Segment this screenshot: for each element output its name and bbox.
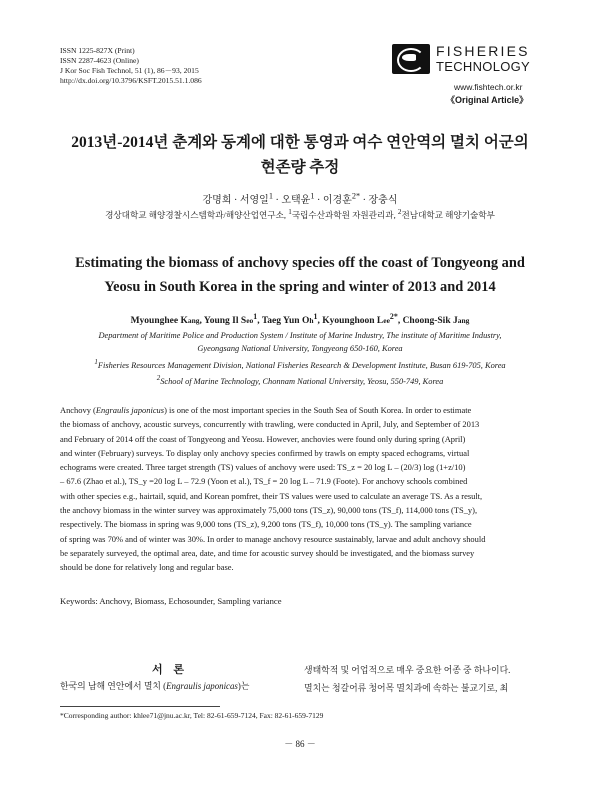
intro-right-column: 생태학적 및 어업적으로 매우 중요한 어종 중 하나이다. 멸치는 청갈어류 청어목 멸치과에 속하는 불교기로, 최 xyxy=(304,665,511,693)
keywords: Keywords: Anchovy, Biomass, Echosounder, Sampling variance xyxy=(60,596,282,606)
corresponding-author-footnote: *Corresponding author: khlee71@jnu.ac.kr, Tel: 82-61-659-7124, Fax: 82-61-659-7129 xyxy=(60,711,324,720)
journal-meta xyxy=(60,46,202,86)
korean-authors: 강명희 · 서영일$^1$ · 오택윤$^1$ · 이경훈$^{2*}$ · 장충식 xyxy=(202,191,398,206)
korean-title-line1: 2013년-2014년 춘계와 동계에 대한 통영과 여수 연안역의 멸치 어군의 xyxy=(71,134,529,151)
korean-author: 서영일 xyxy=(239,195,269,206)
english-title-line1: Estimating the biomass of anchovy species off the coast of Tongyeong and xyxy=(75,255,525,271)
korean-author: 이경훈 xyxy=(322,195,352,206)
footnote-divider xyxy=(60,706,220,707)
korean-affiliations: 경상대학교 해양경찰시스템학과/해양산업연구소, $^1$국립수산과학원 자원관리과, $^2$전남대학교 해양기술학부 xyxy=(105,208,495,220)
korean-title-line2: 현존량 추정 xyxy=(260,159,340,176)
journal-citation: J Kor Soc Fish Technol, 51 (1), 86－93, 2015 xyxy=(60,66,199,75)
intro-left-column: 한국의 남해 연안에서 멸치 (Engraulis japonicas)는 xyxy=(60,681,250,691)
section-heading-intro: 서 론 xyxy=(151,664,188,676)
journal-url[interactable]: www.fishtech.or.kr xyxy=(454,82,523,92)
logo-line2: TECHNOLOGY xyxy=(436,59,531,74)
logo-line1: FISHERIES xyxy=(436,43,530,59)
korean-author: 오택윤 xyxy=(281,195,311,206)
english-title xyxy=(40,251,560,299)
page-number: － 86 － xyxy=(284,739,316,749)
korean-author: 강명희 xyxy=(202,195,232,206)
abstract: Anchovy (Engraulis japonicus) is one of the most important species in the South Sea of South Korea. In order to estimate the biomass of anchovy, acoustic surveys, concurrently with trawling, were conducted in April, July, and September of 2013 and February of 2014 off the coast of Tongyeong and Yeosu. However, anchovies were found only during spring (April) and winter (February) surveys. To display only anchovy species confirmed by trawls on empty spaced echograms, virtual echograms were created. Three target strength (TS) values of anchovy were used: TS_z = 20 log L – (20/3) log (1+z/10) – 67.6 (Zhao et al.), TS_y =20 log L – 72.9 (Yoon et al.), TS_f = 20 log L – 71.9 (Foote). For anchovy schools combined with other species e.g., hairtail, squid, and Korean pomfret, their TS values were used to calculate an average TS. As a result, the anchovy biomass in the winter survey was approximately 75,000 tons (TS_z), 90,000 tons (TS_f), 114,000 tons (TS_y), respectively. The biomass in spring was 9,000 tons (TS_z), 9,200 tons (TS_f), 10,000 tons (TS_y). The sampling variance of spring was 70% and of winter was 30%. In order to manage anchovy resource sustainably, larvae and adult anchovy should be separately surveyed, the optimal area, date, and time for acoustic survey should be investigated, and the biomass survey should be done for relatively long and regular base. xyxy=(60,405,486,573)
article-type: 《Original Article》 xyxy=(446,95,529,105)
issn-print: ISSN 1225-827X (Print) xyxy=(60,46,135,55)
journal-logo xyxy=(392,40,542,108)
english-title-line2: Yeosu in South Korea in the spring and winter of 2013 and 2014 xyxy=(104,279,496,295)
english-affiliations: Department of Maritime Police and Production System / Institute of Marine Industry, The institute of Maritime Industry, Gyeongsang National University, Tongyeong 650-160, Korea $^1$Fisheries Resources Management Division, National Fisheries Research & Development Institute, Busan 619-705, Korea $^2$School of Marine Technology, Chonnam National University, Yeosu, 550-749, Korea xyxy=(94,331,506,386)
korean-author: 장충식 xyxy=(368,195,398,206)
issn-online: ISSN 2287-4623 (Online) xyxy=(60,56,139,65)
korean-title xyxy=(40,130,560,180)
fish-logo-icon xyxy=(392,44,430,74)
doi-link[interactable]: http://dx.doi.org/10.3796/KSFT.2015.51.1.086 xyxy=(60,76,202,85)
english-authors: Myounghee Kang, Young Il Seo$^1$, Taeg Yun Oh$^1$, Kyounghoon Lee$^{2*}$, Choong-Sik Jang xyxy=(130,312,470,327)
